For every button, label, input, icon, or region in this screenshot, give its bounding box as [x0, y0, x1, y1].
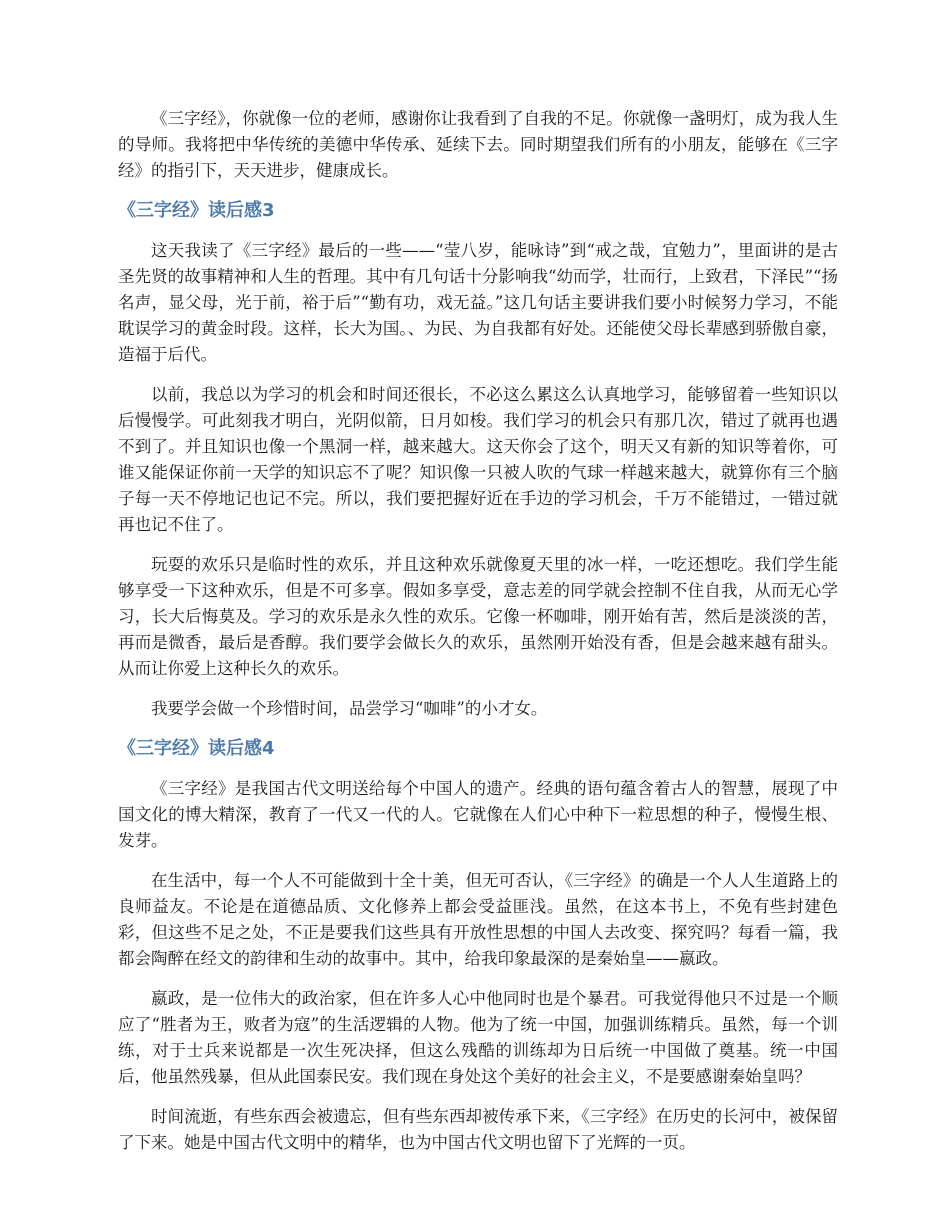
section-3-paragraph-4: 我要学会做一个珍惜时间，品尝学习“咖啡”的小才女。	[151, 699, 548, 718]
section-4-heading: 《三字经》读后感4	[118, 738, 275, 759]
section-3-heading: 《三字经》读后感3	[118, 200, 275, 221]
section-3-paragraph-1: 这天我读了《三字经》最后的一些——“莹八岁，能咏诗”到“戒之哉，宜勉力”，里面讲的是古圣先贤的故事精神和人生的哲理。其中有几句话十分影响我“幼而学，壮而行，上致君，下泽民”“扬名声，显父母，光于前，裕于后”“勤有功，戏无益。”这几句话主要讲我们要小时候努力学习，不能耽误学习的黄金时段。这样，长大为国。、为民、为自我都有好处。还能使父母长辈感到骄傲自豪，造福于后代。	[118, 241, 838, 364]
section-4-paragraph-3: 嬴政，是一位伟大的政治家，但在许多人心中他同时也是个暴君。可我觉得他只不过是一个顺应了“胜者为王，败者为寇”的生活逻辑的人物。他为了统一中国，加强训练精兵。虽然，每一个训练，对于士兵来说都是一次生死决择，但这么残酷的训练却为日后统一中国做了奠基。统一中国后，他虽然残暴，但从此国泰民安。我们现在身处这个美好的社会主义，不是要感谢秦始皇吗？	[118, 989, 838, 1086]
section-3-paragraph-2: 以前，我总以为学习的机会和时间还很长，不必这么累这么认真地学习，能够留着一些知识以后慢慢学。可此刻我才明白，光阴似箭，日月如梭。我们学习的机会只有那几次，错过了就再也遇不到了。并且知识也像一个黑洞一样，越来越大。这天你会了这个，明天又有新的知识等着你，可谁又能保证你前一天学的知识忘不了呢？知识像一只被人吹的气球一样越来越大，就算你有三个脑子每一天不停地记也记不完。所以，我们要把握好近在手边的学习机会，千万不能错过，一错过就再也记不住了。	[118, 385, 838, 534]
section-4-paragraph-1: 《三字经》是我国古代文明送给每个中国人的遗产。经典的语句蕴含着古人的智慧，展现了中国文化的博大精深，教育了一代又一代的人。它就像在人们心中种下一粒思想的种子，慢慢生根、发芽。	[118, 779, 838, 850]
section-4-paragraph-2: 在生活中，每一个人不可能做到十全十美，但无可否认，《三字经》的确是一个人人生道路上的良师益友。不论是在道德品质、文化修养上都会受益匪浅。虽然，在这本书上，不免有些封建色彩，但这些不足之处，不正是要我们这些具有开放性思想的中国人去改变、探究吗？每看一篇，我都会陶醉在经文的韵律和生动的故事中。其中，给我印象最深的是秦始皇——嬴政。	[118, 871, 838, 968]
document-page	[118, 106, 838, 1170]
intro-paragraph-1: 《三字经》，你就像一位的老师，感谢你让我看到了自我的不足。你就像一盏明灯，成为我人生的导师。我将把中华传统的美德中华传承、延续下去。同时期望我们所有的小朋友，能够在《三字经》的指引下，天天进步，健康成长。	[118, 109, 838, 180]
section-4-paragraph-4: 时间流逝，有些东西会被遗忘，但有些东西却被传承下来，《三字经》在历史的长河中，被保留了下来。她是中国古代文明中的精华，也为中国古代文明也留下了光辉的一页。	[118, 1107, 838, 1152]
section-3-paragraph-3: 玩耍的欢乐只是临时性的欢乐，并且这种欢乐就像夏天里的冰一样，一吃还想吃。我们学生能够享受一下这种欢乐，但是不可多享。假如多享受，意志差的同学就会控制不住自我，从而无心学习，长大后悔莫及。学习的欢乐是永久性的欢乐。它像一杯咖啡，刚开始有苦，然后是淡淡的苦，再而是微香，最后是香醇。我们要学会做长久的欢乐，虽然刚开始没有香，但是会越来越有甜头。从而让你爱上这种长久的欢乐。	[118, 555, 838, 678]
